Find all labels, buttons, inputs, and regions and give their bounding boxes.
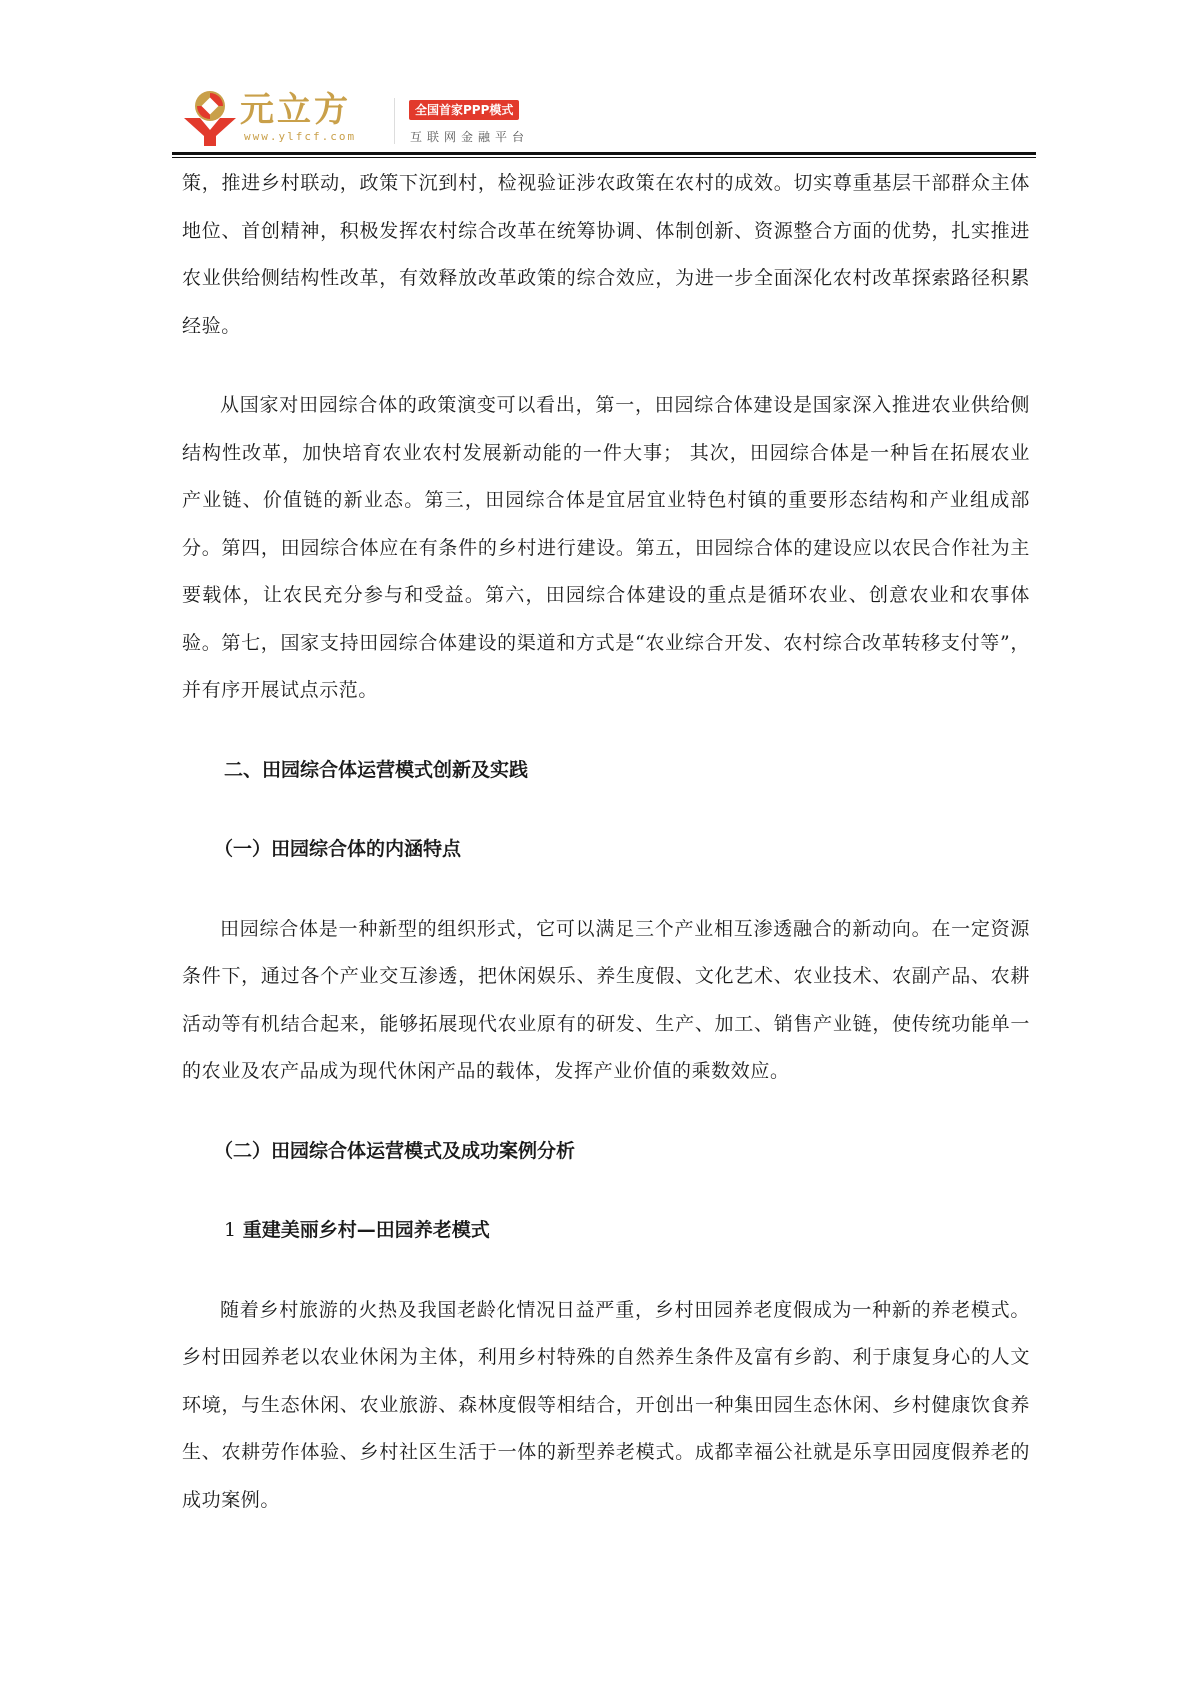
item-heading-1 [182, 1207, 1030, 1255]
paragraph-connotation: 田园综合体是一种新型的组织形式，它可以满足三个产业相互渗透融合的新动向。在一定资源条件下，通过各个产业交互渗透，把休闲娱乐、养生度假、文化艺术、农业技术、农副产品、农耕活动等有机结合起来，能够拓展现代农业原有的研发、生产、加工、销售产业链，使传统功能单一的农业及农产品成为现代休闲产品的载体，发挥产业价值的乘数效应。 [182, 917, 1030, 1082]
spacer [182, 874, 1030, 906]
tagline: 互联网金融平台 [410, 130, 530, 144]
logo-name: 元立方 [240, 90, 351, 130]
section-heading-2: 二、田园综合体运营模式创新及实践 [224, 758, 529, 781]
document-body [182, 160, 1030, 1524]
ppp-badge: 全国首家PPP模式 [409, 100, 519, 120]
paragraph-policy-evolution: 从国家对田园综合体的政策演变可以看出，第一，田园综合体建设是国家深入推进农业供给侧结构性改革，加快培育农业农村发展新动能的一件大事； 其次，田园综合体是一种旨在拓展农业产业链、价值链的新业态。第三，田园综合体是宜居宜业特色村镇的重要形态结构和产业组成部分。第四，田园综合体应在有条件的乡村进行建设。第五，田园综合体的建设应以农民合作社为主要载体，让农民充分参与和受益。第六，田园综合体建设的重点是循环农业、创意农业和农事体验。第七，国家支持田园综合体建设的渠道和方式是“农业综合开发、农村综合改革转移支付等”，并有序开展试点示范。 [182, 394, 1030, 701]
spacer [182, 1255, 1030, 1287]
spacer [182, 794, 1030, 826]
header-divider [394, 98, 395, 144]
header-rule-thin [172, 157, 1036, 158]
spacer [182, 1096, 1030, 1128]
page-header [172, 88, 1036, 150]
item-title: 重建美丽乡村—田园养老模式 [242, 1219, 490, 1241]
logo-url: www.ylfcf.com [244, 130, 357, 143]
logo-icon [182, 88, 238, 148]
spacer [182, 715, 1030, 747]
spacer [182, 1175, 1030, 1207]
header-rule-thick [172, 152, 1036, 155]
spacer [182, 350, 1030, 382]
item-number: 1 [224, 1219, 237, 1241]
subsection-heading-2-1: （一）田园综合体的内涵特点 [214, 838, 462, 860]
subsection-heading-2-2: （二）田园综合体运营模式及成功案例分析 [214, 1139, 576, 1162]
paragraph-continued: 策，推进乡村联动，政策下沉到村，检视验证涉农政策在农村的成效。切实尊重基层干部群众主体地位、首创精神，积极发挥农村综合改革在统筹协调、体制创新、资源整合方面的优势，扎实推进农业供给侧结构性改革，有效释放改革政策的综合效应，为进一步全面深化农村改革探索路径积累经验。 [182, 172, 1030, 337]
paragraph-elderly-care: 随着乡村旅游的火热及我国老龄化情况日益严重，乡村田园养老度假成为一种新的养老模式。乡村田园养老以农业休闲为主体，利用乡村特殊的自然养生条件及富有乡韵、利于康复身心的人文环境，与生态休闲、农业旅游、森林度假等相结合，开创出一种集田园生态休闲、乡村健康饮食养生、农耕劳作体验、乡村社区生活于一体的新型养老模式。成都幸福公社就是乐享田园度假养老的成功案例。 [182, 1298, 1030, 1511]
